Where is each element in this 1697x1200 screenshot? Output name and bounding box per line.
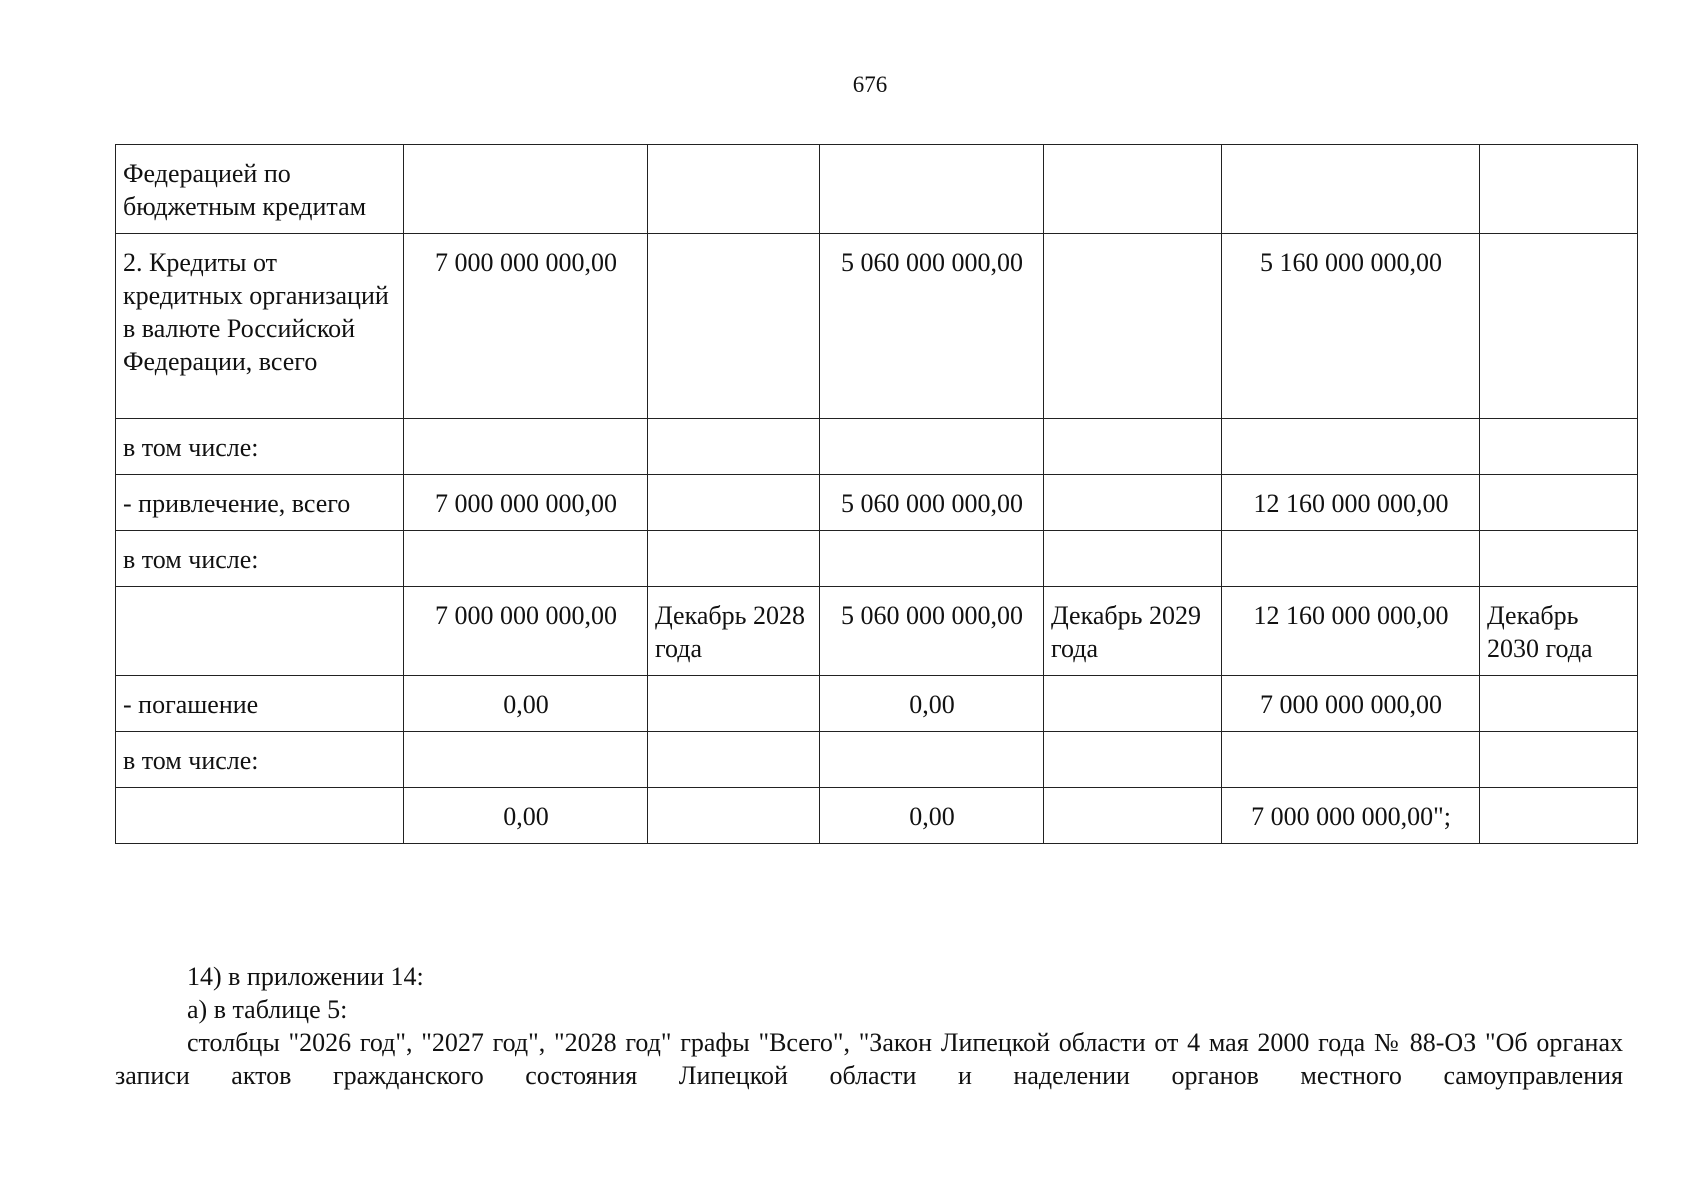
amount-cell: 7 000 000 000,00 <box>404 475 648 531</box>
table-row <box>116 732 1638 788</box>
date-cell <box>1480 475 1638 531</box>
amount-cell: 7 000 000 000,00"; <box>1222 788 1480 844</box>
amount-cell: 5 060 000 000,00 <box>820 587 1044 676</box>
table-row <box>116 419 1638 475</box>
date-cell <box>1044 531 1222 587</box>
amount-cell: 5 060 000 000,00 <box>820 234 1044 419</box>
amount-cell: 0,00 <box>820 788 1044 844</box>
body-text <box>115 960 1623 1092</box>
date-cell <box>648 145 820 234</box>
table-row <box>116 531 1638 587</box>
row-label: Федерацией по бюджетным кредитам <box>116 145 404 234</box>
date-cell <box>1480 145 1638 234</box>
date-cell <box>1044 676 1222 732</box>
row-label <box>116 587 404 676</box>
row-label <box>116 788 404 844</box>
date-cell: Декабрь 2030 года <box>1480 587 1638 676</box>
date-cell <box>648 676 820 732</box>
paragraph: 14) в приложении 14: <box>187 962 424 991</box>
amount-cell <box>820 531 1044 587</box>
amount-cell: 5 060 000 000,00 <box>820 475 1044 531</box>
amount-cell <box>820 145 1044 234</box>
amount-cell <box>404 531 648 587</box>
date-cell <box>1044 419 1222 475</box>
date-cell: Декабрь 2028 года <box>648 587 820 676</box>
date-cell <box>648 732 820 788</box>
amount-cell <box>404 419 648 475</box>
amount-cell: 7 000 000 000,00 <box>1222 676 1480 732</box>
date-cell <box>1044 234 1222 419</box>
amount-cell: 7 000 000 000,00 <box>404 234 648 419</box>
amount-cell <box>404 732 648 788</box>
date-cell <box>1480 732 1638 788</box>
table-row <box>116 234 1638 419</box>
amount-cell: 5 160 000 000,00 <box>1222 234 1480 419</box>
date-cell <box>648 531 820 587</box>
amount-cell <box>820 732 1044 788</box>
amount-cell <box>1222 419 1480 475</box>
amount-cell <box>404 145 648 234</box>
paragraph: столбцы "2026 год", "2027 год", "2028 год" графы "Всего", "Закон Липецкой области от 4 мая 2000 года № 88-ОЗ "Об органах записи актов гражданского состояния Липецкой области и наделении органов местного самоуправления <box>115 1028 1623 1090</box>
amount-cell: 0,00 <box>820 676 1044 732</box>
table-row <box>116 676 1638 732</box>
date-cell: Декабрь 2029 года <box>1044 587 1222 676</box>
date-cell <box>1480 234 1638 419</box>
amount-cell: 0,00 <box>404 676 648 732</box>
date-cell <box>648 475 820 531</box>
amount-cell: 12 160 000 000,00 <box>1222 587 1480 676</box>
date-cell <box>648 419 820 475</box>
amount-cell: 12 160 000 000,00 <box>1222 475 1480 531</box>
amount-cell <box>1222 531 1480 587</box>
date-cell <box>1044 788 1222 844</box>
page-number: 676 <box>852 72 888 97</box>
table-row <box>116 145 1638 234</box>
row-label: в том числе: <box>116 419 404 475</box>
date-cell <box>1480 676 1638 732</box>
row-label: - погашение <box>116 676 404 732</box>
table-row <box>116 475 1638 531</box>
row-label: в том числе: <box>116 732 404 788</box>
date-cell <box>648 788 820 844</box>
row-label: в том числе: <box>116 531 404 587</box>
date-cell <box>1044 732 1222 788</box>
date-cell <box>1480 531 1638 587</box>
amount-cell <box>1222 145 1480 234</box>
date-cell <box>1480 788 1638 844</box>
table-row <box>116 587 1638 676</box>
paragraph: а) в таблице 5: <box>187 995 348 1024</box>
amount-cell <box>820 419 1044 475</box>
date-cell <box>1480 419 1638 475</box>
amount-cell <box>1222 732 1480 788</box>
row-label: - привлечение, всего <box>116 475 404 531</box>
date-cell <box>1044 145 1222 234</box>
row-label: 2. Кредиты от кредитных организаций в валюте Российской Федерации, всего <box>116 234 404 419</box>
table-row <box>116 788 1638 844</box>
budget-credits-table <box>115 144 1638 844</box>
date-cell <box>648 234 820 419</box>
amount-cell: 0,00 <box>404 788 648 844</box>
amount-cell: 7 000 000 000,00 <box>404 587 648 676</box>
date-cell <box>1044 475 1222 531</box>
